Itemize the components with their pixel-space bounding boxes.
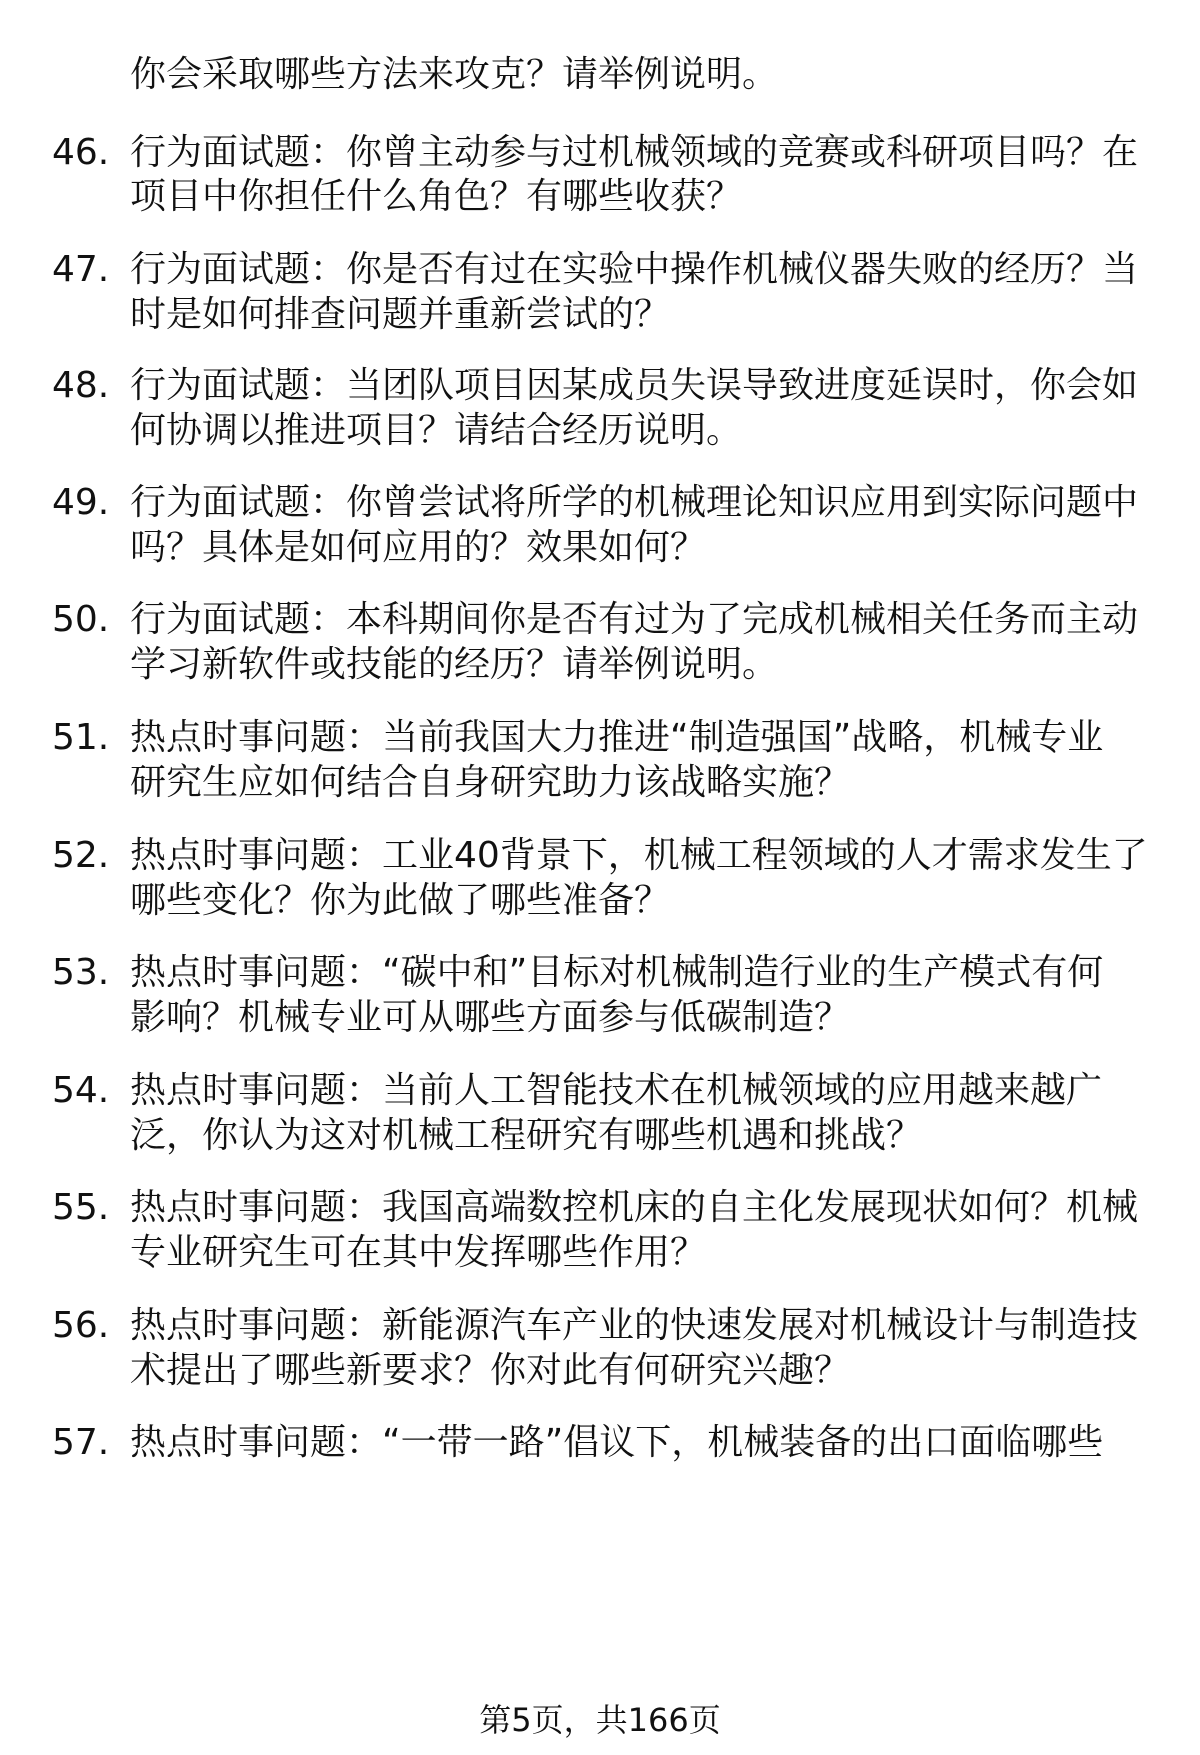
question-text-line-1: 行为面试题：你曾主动参与过机械领域的竞赛或科研项目吗？在 (130, 132, 1139, 173)
question-number: 46. (52, 132, 110, 173)
question-text-line-2: 时是如何排查问题并重新尝试的？ (130, 294, 671, 335)
question-text-line-2: 影响？机械专业可从哪些方面参与低碳制造？ (130, 997, 851, 1038)
question-number: 55. (52, 1187, 110, 1228)
question-number: 47. (52, 249, 110, 290)
question-text-line-2: 专业研究生可在其中发挥哪些作用？ (130, 1232, 707, 1273)
question-text-line-1: 行为面试题：你曾尝试将所学的机械理论知识应用到实际问题中 (130, 482, 1139, 523)
question-text-line-2: 何协调以推进项目？请结合经历说明。 (130, 410, 743, 451)
question-number: 48. (52, 365, 110, 406)
question-text-line-1: 热点时事问题：工业40背景下，机械工程领域的人才需求发生了 (130, 835, 1148, 876)
question-text-line-2: 术提出了哪些新要求？你对此有何研究兴趣？ (130, 1350, 851, 1391)
question-text-line-1: 热点时事问题：我国高端数控机床的自主化发展现状如何？机械 (130, 1187, 1139, 1228)
question-number: 51. (52, 717, 110, 758)
question-number: 57. (52, 1422, 110, 1463)
question-text-line-2: 泛，你认为这对机械工程研究有哪些机遇和挑战？ (130, 1115, 923, 1156)
question-text-line-2: 学习新软件或技能的经历？请举例说明。 (130, 644, 779, 685)
question-number: 49. (52, 482, 110, 523)
continuation-line: 你会采取哪些方法来攻克？请举例说明。 (130, 54, 779, 95)
question-text-line-1: 热点时事问题：“一带一路”倡议下，机械装备的出口面临哪些 (130, 1422, 1104, 1463)
question-number: 56. (52, 1305, 110, 1346)
question-number: 50. (52, 599, 110, 640)
question-text-line-1: 热点时事问题：当前我国大力推进“制造强国”战略，机械专业 (130, 717, 1104, 758)
question-number: 54. (52, 1070, 110, 1111)
question-text-line-1: 行为面试题：本科期间你是否有过为了完成机械相关任务而主动 (130, 599, 1139, 640)
question-text-line-1: 行为面试题：当团队项目因某成员失误导致进度延误时，你会如 (130, 365, 1139, 406)
question-number: 53. (52, 952, 110, 993)
question-text-line-2: 研究生应如何结合自身研究助力该战略实施？ (130, 762, 851, 803)
page-footer: 第5页，共166页 (479, 1701, 721, 1739)
question-text-line-2: 项目中你担任什么角色？有哪些收获？ (130, 176, 743, 217)
question-text-line-1: 热点时事问题：“碳中和”目标对机械制造行业的生产模式有何 (130, 952, 1104, 993)
question-number: 52. (52, 835, 110, 876)
question-text-line-1: 热点时事问题：新能源汽车产业的快速发展对机械设计与制造技 (130, 1305, 1139, 1346)
question-text-line-2: 吗？具体是如何应用的？效果如何？ (130, 527, 707, 568)
question-text-line-2: 哪些变化？你为此做了哪些准备？ (130, 880, 671, 921)
question-text-line-1: 热点时事问题：当前人工智能技术在机械领域的应用越来越广 (130, 1070, 1103, 1111)
question-text-line-1: 行为面试题：你是否有过在实验中操作机械仪器失败的经历？当 (130, 249, 1139, 290)
